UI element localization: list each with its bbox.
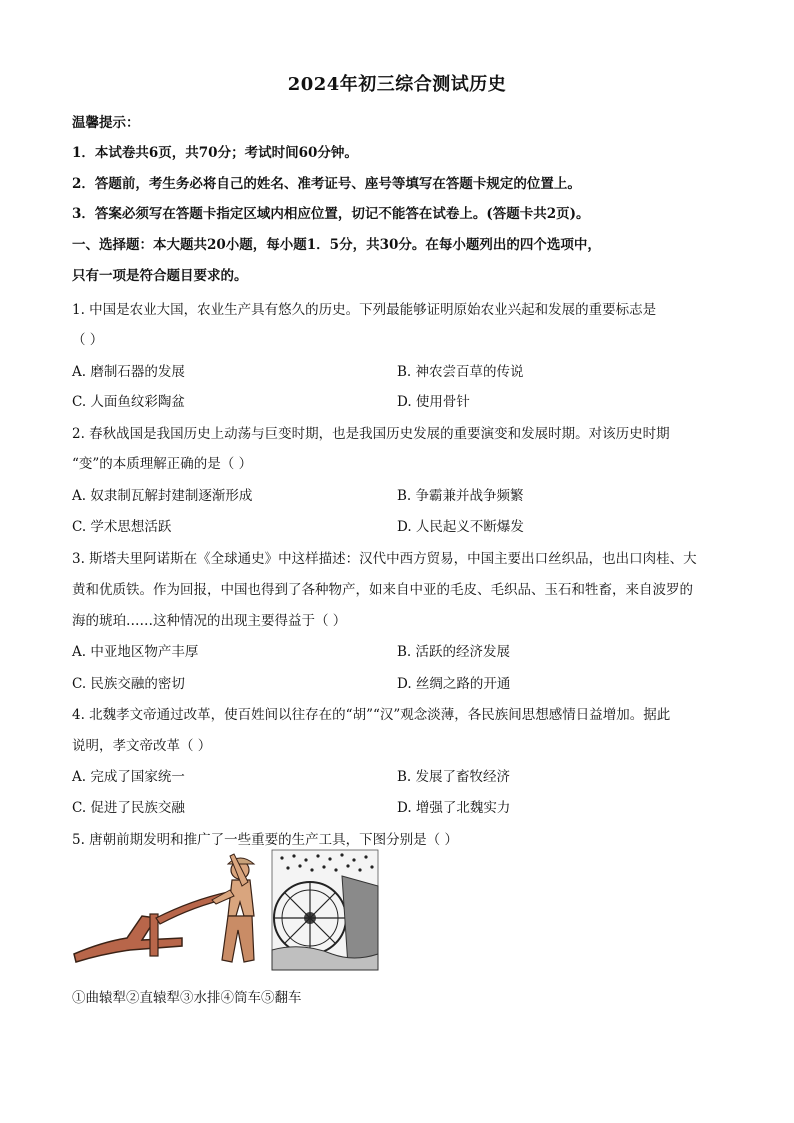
question-3-option-b: B. 活跃的经济发展 <box>397 644 511 660</box>
tools-illustration <box>72 846 380 974</box>
question-3-option-c: C. 民族交融的密切 <box>72 676 185 692</box>
question-2-option-c: C. 学术思想活跃 <box>72 519 172 535</box>
question-4-option-b: B. 发展了畜牧经济 <box>397 769 511 785</box>
question-4-option-a: A. 完成了国家统一 <box>72 769 185 785</box>
question-4-line-2: 说明，孝文帝改革（ ） <box>72 738 212 754</box>
notice-heading: 温馨提示： <box>72 115 140 131</box>
question-4-line-1: 4. 北魏孝文帝通过改革，使百姓间以往存在的“胡”“汉”观念淡薄，各民族间思想感情日益增加。据此 <box>72 707 671 723</box>
question-3-option-a: A. 中亚地区物产丰厚 <box>72 644 199 660</box>
question-1-option-d: D. 使用骨针 <box>397 394 470 410</box>
section-heading-line1: 一、选择题：本大题共20小题，每小题1．5分，共30分。在每小题列出的四个选项中， <box>72 237 601 253</box>
question-1-option-c: C. 人面鱼纹彩陶盆 <box>72 394 185 410</box>
notice-item-1: 1．本试卷共6页，共70分；考试时间60分钟。 <box>72 145 358 161</box>
question-2-line-1: 2. 春秋战国是我国历史上动荡与巨变时期，也是我国历史发展的重要演变和发展时期。对该历史时期 <box>72 426 670 442</box>
question-1-option-a: A. 磨制石器的发展 <box>72 364 185 380</box>
question-4-option-c: C. 促进了民族交融 <box>72 800 185 816</box>
question-4-option-d: D. 增强了北魏实力 <box>397 800 511 816</box>
question-2-option-b: B. 争霸兼并战争频繁 <box>397 488 524 504</box>
section-heading-line2: 只有一项是符合题目要求的。 <box>72 268 248 284</box>
question-5-line-1: 5. 唐朝前期发明和推广了一些重要的生产工具，下图分别是（ ） <box>72 832 458 848</box>
question-2-option-d: D. 人民起义不断爆发 <box>397 519 524 535</box>
question-3-option-d: D. 丝绸之路的开通 <box>397 676 511 692</box>
page-title: 2024年初三综合测试历史 <box>287 74 507 95</box>
question-2-line-2: “变”的本质理解正确的是（ ） <box>72 456 253 472</box>
notice-item-3: 3．答案必须写在答题卡指定区域内相应位置，切记不能答在试卷上。(答题卡共2页)。 <box>72 206 590 222</box>
figure-caption: ①曲辕犁②直辕犁③水排④筒车⑤翻车 <box>72 990 302 1006</box>
tools-figure <box>72 846 380 974</box>
question-3-line-2: 黄和优质铁。作为回报，中国也得到了各种物产，如来自中亚的毛皮、毛织品、玉石和牲畜，来自波罗的 <box>72 582 693 598</box>
question-1-line-2: （ ） <box>72 332 104 348</box>
question-1-line-1: 1. 中国是农业大国，农业生产具有悠久的历史。下列最能够证明原始农业兴起和发展的重要标志是 <box>72 302 657 318</box>
waterwheel-illustration <box>272 850 378 970</box>
plough-illustration <box>74 854 254 962</box>
question-1-option-b: B. 神农尝百草的传说 <box>397 364 524 380</box>
question-2-option-a: A. 奴隶制瓦解封建制逐渐形成 <box>72 488 253 504</box>
question-3-line-1: 3. 斯塔夫里阿诺斯在《全球通史》中这样描述：汉代中西方贸易，中国主要出口丝织品，也出口肉桂、大 <box>72 551 697 567</box>
question-3-line-3: 海的琥珀……这种情况的出现主要得益于（ ） <box>72 613 347 629</box>
notice-item-2: 2．答题前，考生务必将自己的姓名、准考证号、座号等填写在答题卡规定的位置上。 <box>72 176 581 192</box>
